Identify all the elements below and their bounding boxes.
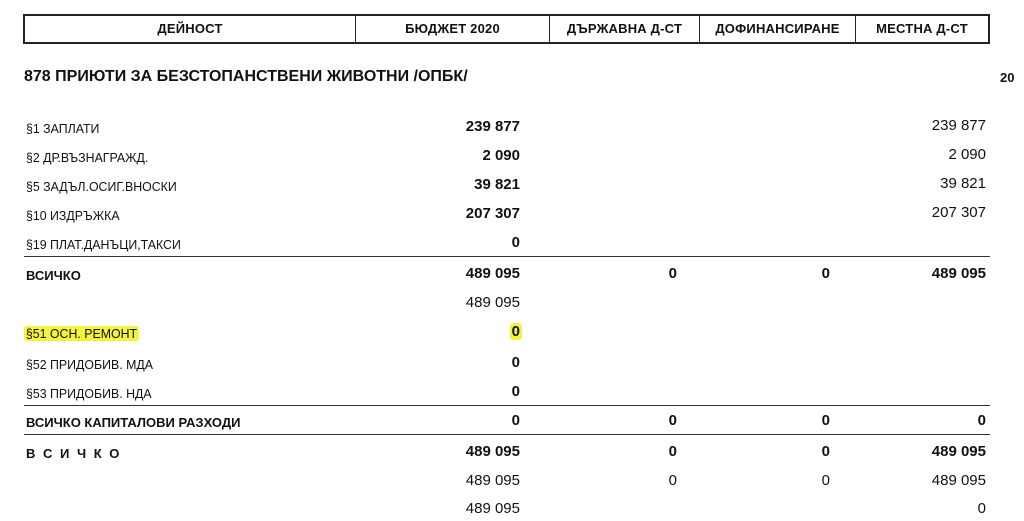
grand-state: 0 <box>668 443 677 460</box>
grand-total-label: В С И Ч К О <box>26 446 122 461</box>
row-label <box>24 326 139 341</box>
header-activity: ДЕЙНОСТ <box>157 21 223 36</box>
row-label: §53 ПРИДОБИВ. НДА <box>26 386 152 401</box>
header-local: МЕСТНА Д-СТ <box>876 21 968 36</box>
row-budget: 239 877 <box>465 118 520 135</box>
row-label: §5 ЗАДЪЛ.ОСИГ.ВНОСКИ <box>26 179 177 194</box>
row-budget: 0 <box>511 383 520 400</box>
grand-cofinancing: 0 <box>821 443 830 460</box>
page-number: 20 <box>1000 70 1015 85</box>
table-header <box>23 14 990 44</box>
header-cofinancing: ДОФИНАНСИРАНЕ <box>715 21 840 36</box>
capex-budget: 0 <box>511 412 520 429</box>
total-budget: 489 095 <box>465 265 520 282</box>
capex-state: 0 <box>668 412 677 429</box>
row-divider <box>24 405 990 406</box>
row-budget: 0 <box>511 354 520 371</box>
capex-cofinancing: 0 <box>821 412 830 429</box>
row-budget: 39 821 <box>474 176 520 193</box>
capex-local: 0 <box>977 412 986 429</box>
row-local: 207 307 <box>931 204 986 221</box>
row-local: 2 090 <box>948 146 986 163</box>
total-local: 489 095 <box>931 265 986 282</box>
row-label: §10 ИЗДРЪЖКА <box>26 208 120 223</box>
row-divider <box>24 434 990 435</box>
grand-budget: 489 095 <box>465 443 520 460</box>
row-budget <box>412 323 522 340</box>
header-state: ДЪРЖАВНА Д-СТ <box>566 21 683 36</box>
grand2-budget: 489 095 <box>465 472 520 489</box>
row-label: §2 ДР.ВЪЗНАГРАЖД. <box>26 150 149 165</box>
row-label: §52 ПРИДОБИВ. МДА <box>26 357 153 372</box>
row-divider <box>24 256 990 257</box>
highlighted-value: 0 <box>511 323 520 340</box>
grand3-local: 0 <box>977 500 986 517</box>
capex-label: ВСИЧКО КАПИТАЛОВИ РАЗХОДИ <box>26 415 241 430</box>
header-budget: БЮДЖЕТ 2020 <box>405 21 500 36</box>
grand2-state: 0 <box>668 472 677 489</box>
grand3-budget: 489 095 <box>465 500 520 517</box>
row-budget: 0 <box>511 234 520 251</box>
row-budget: 2 090 <box>482 147 520 164</box>
row-label: §1 ЗАПЛАТИ <box>26 121 100 136</box>
row-local: 239 877 <box>931 117 986 134</box>
row-budget: 207 307 <box>465 205 520 222</box>
row-local: 39 821 <box>940 175 986 192</box>
grand2-local: 489 095 <box>931 472 986 489</box>
grand-local: 489 095 <box>931 443 986 460</box>
total-label: ВСИЧКО <box>26 268 81 283</box>
highlighted-label: §51 ОСН. РЕМОНТ <box>25 326 138 341</box>
total-state: 0 <box>668 265 677 282</box>
grand2-cofinancing: 0 <box>821 472 830 489</box>
row-label: §19 ПЛАТ.ДАНЪЦИ,ТАКСИ <box>26 237 181 252</box>
section-title: 878 ПРИЮТИ ЗА БЕЗСТОПАНСТВЕНИ ЖИВОТНИ /ОПБК/ <box>24 68 468 85</box>
subtotal-budget: 489 095 <box>465 294 520 311</box>
total-cofinancing: 0 <box>821 265 830 282</box>
